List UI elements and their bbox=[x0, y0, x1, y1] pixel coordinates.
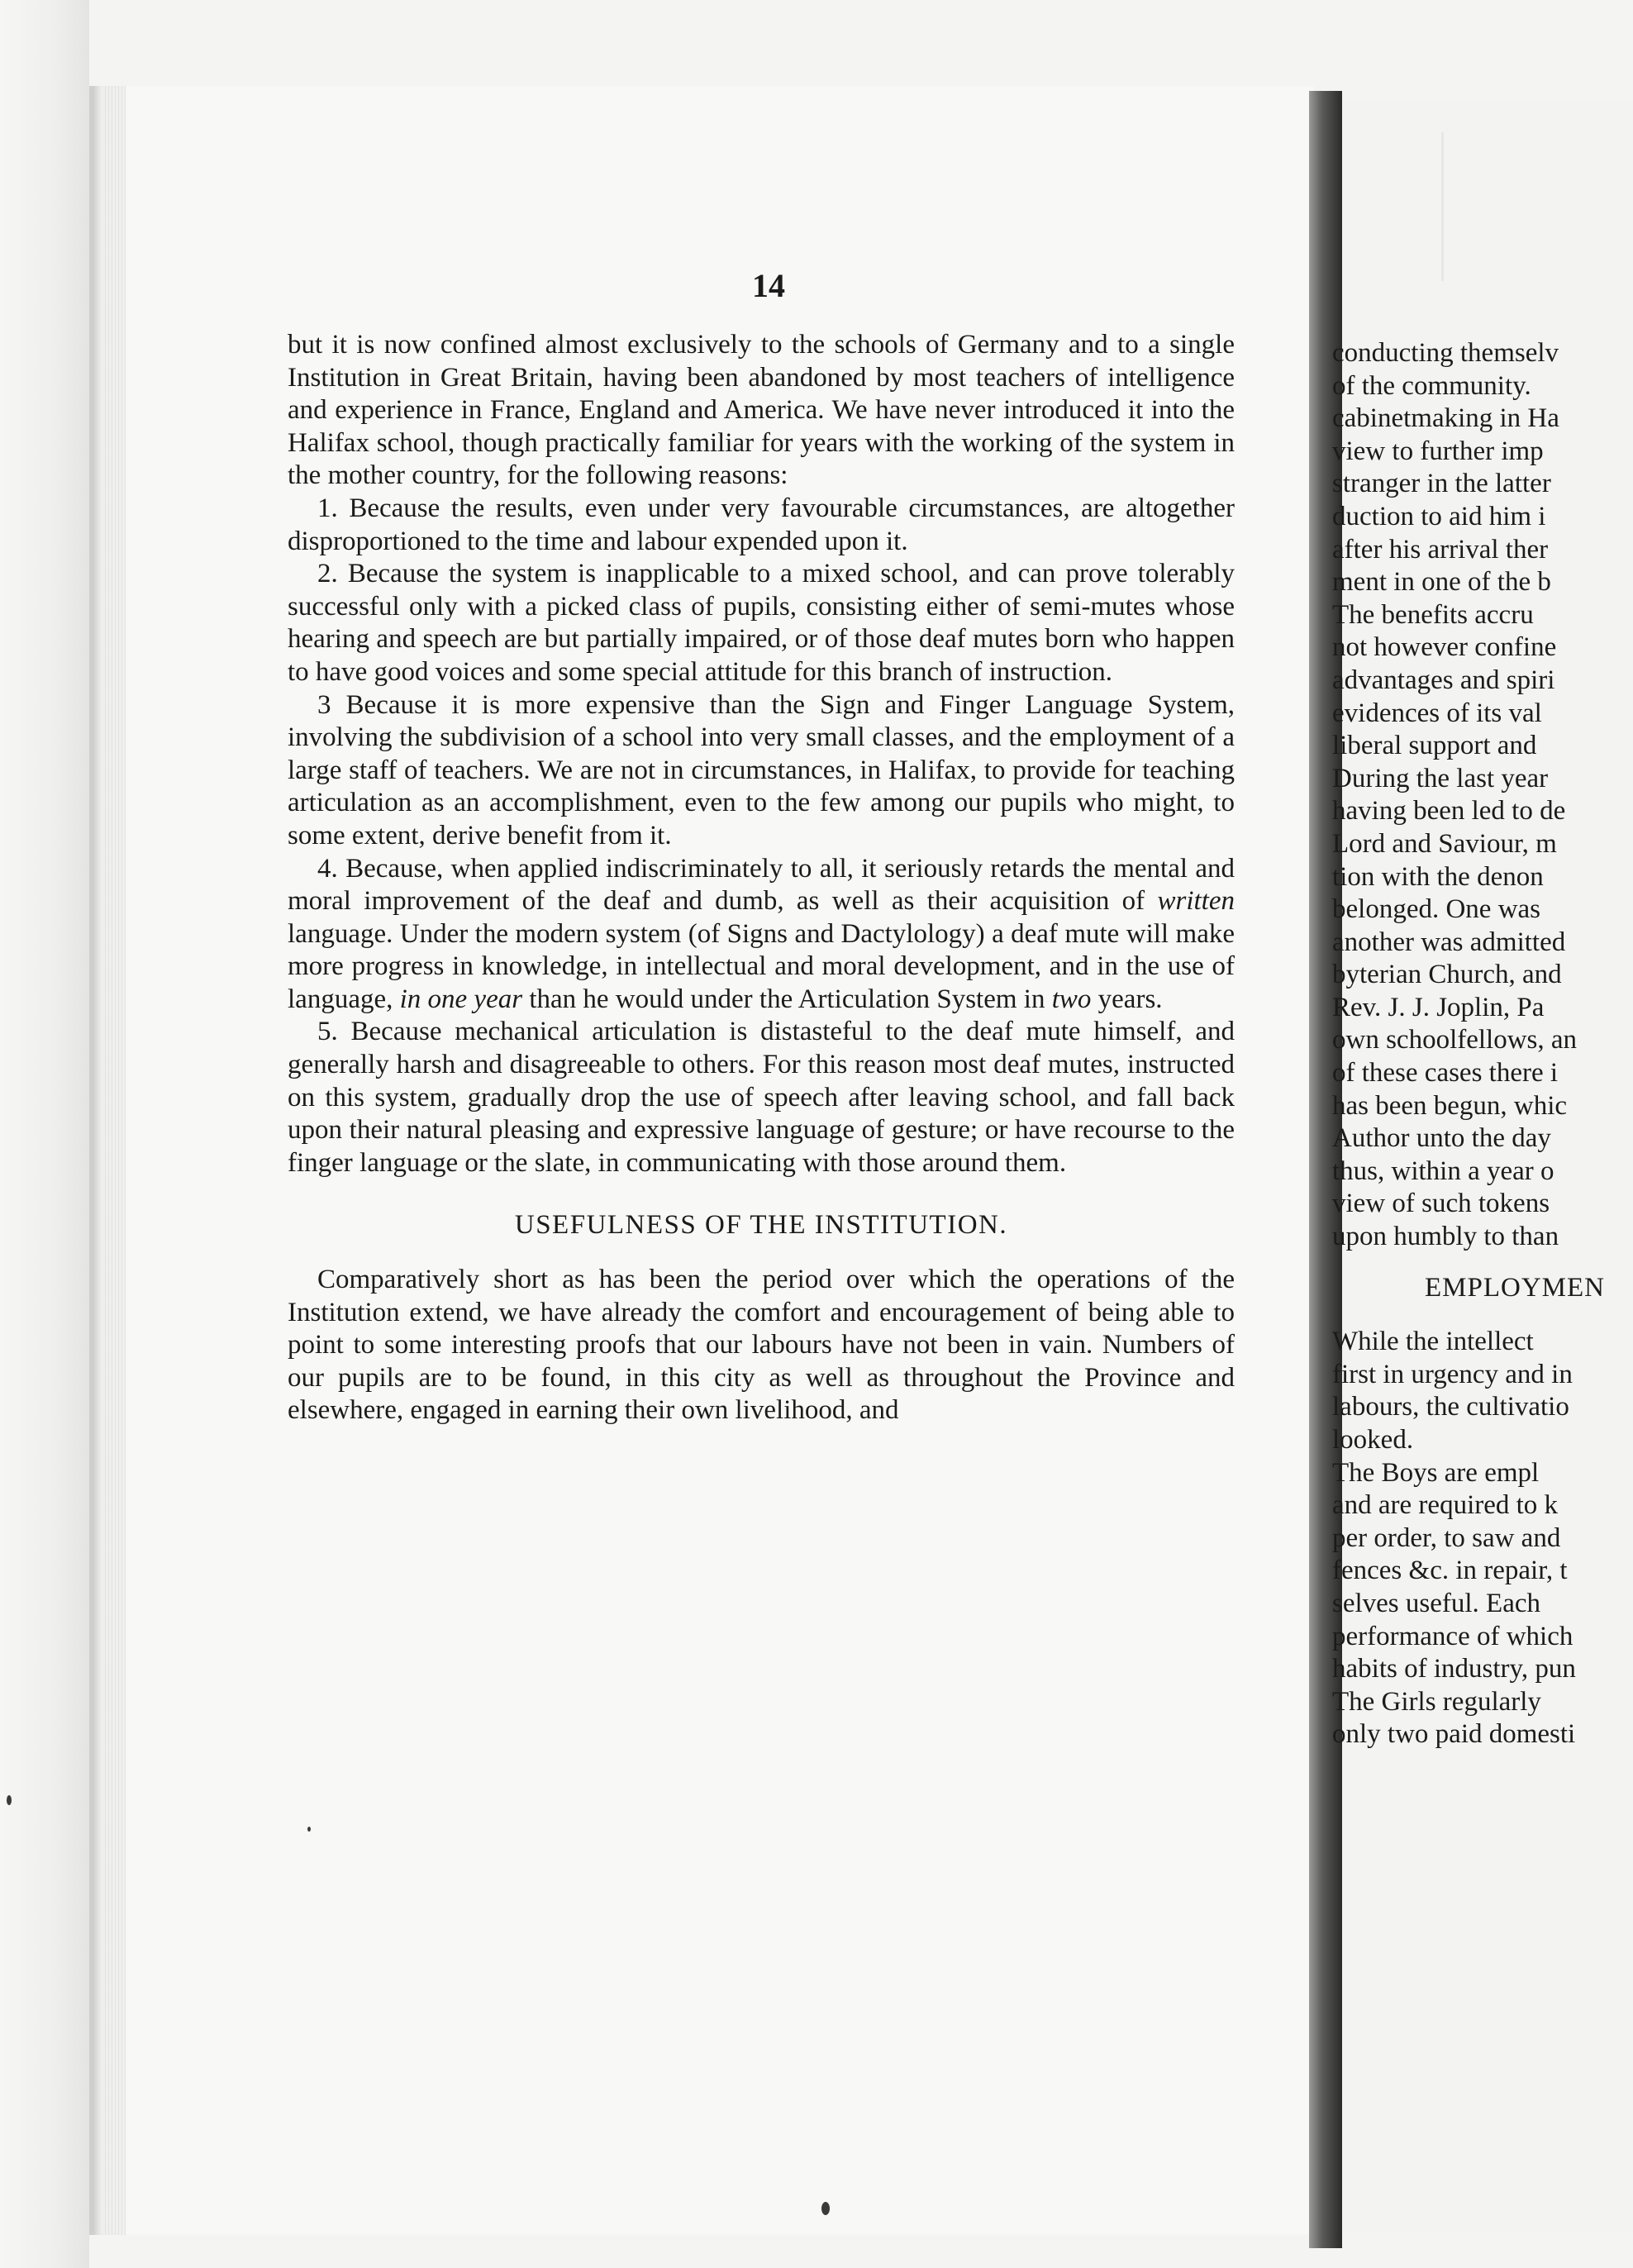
reason-4-text-e: than he would under the Articulation System in bbox=[522, 984, 1052, 1014]
print-speck bbox=[821, 2202, 830, 2215]
right-page-line: not however confine bbox=[1332, 632, 1557, 663]
paragraph-reason-4 bbox=[288, 853, 1235, 1017]
right-page-line: cabinetmaking in Ha bbox=[1332, 403, 1559, 434]
right-page-line: after his arrival ther bbox=[1332, 534, 1549, 565]
right-page-line: While the intellect bbox=[1332, 1327, 1534, 1357]
right-page-line: view to further imp bbox=[1332, 436, 1544, 466]
right-page-line: and are required to k bbox=[1332, 1490, 1559, 1521]
right-page-line: of the community. bbox=[1332, 370, 1531, 401]
right-page-line: having been led to de bbox=[1332, 796, 1566, 827]
right-page-line: During the last year bbox=[1332, 763, 1549, 793]
right-page-line: upon humbly to than bbox=[1332, 1222, 1559, 1252]
scan-background bbox=[0, 0, 89, 2268]
right-page-line: labours, the cultivatio bbox=[1332, 1392, 1569, 1422]
paragraph-intro: but it is now confined almost exclusively to the schools of Germany and to a single Institution in Great Britain, having been abandoned by most teachers of intelligence and experience in France, England and America. We have never introduced it into the Halifax school, though practically familiar for years with the working of the system in the mother country, for the following reasons: bbox=[288, 330, 1235, 491]
right-page-line: own schoolfellows, an bbox=[1332, 1025, 1578, 1055]
right-page-line: another was admitted bbox=[1332, 927, 1566, 957]
reason-4-text-a: 4. Because, when applied indiscriminately to all, it seriously retards the mental and moral improvement of the deaf and dumb, as well as their acquisition of bbox=[288, 853, 1235, 917]
right-page-line: first in urgency and in bbox=[1332, 1359, 1573, 1389]
right-page-line: per order, to saw and bbox=[1332, 1522, 1561, 1553]
right-page-line: The Boys are empl bbox=[1332, 1457, 1540, 1488]
right-page-line: duction to aid him i bbox=[1332, 501, 1546, 531]
right-page-line: only two paid domesti bbox=[1332, 1719, 1576, 1750]
right-page-line: Author unto the day bbox=[1332, 1123, 1551, 1154]
right-page-line: The Girls regularly bbox=[1332, 1686, 1541, 1717]
right-page-line: belonged. One was bbox=[1332, 894, 1541, 925]
print-speck bbox=[7, 1795, 12, 1805]
reason-4-italic-written: written bbox=[1157, 886, 1235, 917]
right-page-line: evidences of its val bbox=[1332, 698, 1542, 728]
right-page-line: view of such tokens bbox=[1332, 1189, 1550, 1219]
right-page-line: The benefits accru bbox=[1332, 599, 1534, 630]
page-edges bbox=[102, 86, 126, 2235]
right-page-line: stranger in the latter bbox=[1332, 469, 1551, 499]
section-heading-usefulness: USEFULNESS OF THE INSTITUTION. bbox=[514, 1210, 1008, 1241]
reason-4-text-g: years. bbox=[1091, 984, 1163, 1014]
right-page-text bbox=[1332, 337, 1633, 1751]
right-page-line: looked. bbox=[1332, 1425, 1414, 1455]
paragraph-reason-3: 3 Because it is more expensive than the Sign and Finger Language System, involving the subdivision of a school into very small classes, and the employment of a large staff of teachers. We are not in circumstances, in Halifax, to provide for teaching articulation as an accomplishment, even to the few among our pupils who might, to some extent, derive benefit from it. bbox=[288, 689, 1235, 850]
reason-4-italic-two: two bbox=[1051, 984, 1092, 1014]
paragraph-reason-1: 1. Because the results, even under very favourable circumstances, are altogether disproportioned to the time and labour expended upon it. bbox=[288, 493, 1235, 556]
right-page-line: ment in one of the b bbox=[1332, 567, 1551, 598]
right-page-line: of these cases there i bbox=[1332, 1058, 1559, 1089]
right-page-line: Lord and Saviour, m bbox=[1332, 828, 1557, 859]
show-through-marks bbox=[1441, 132, 1626, 281]
paragraph-usefulness: Comparatively short as has been the period over which the operations of the Institution extend, we have already the comfort and encouragement of being able to point to some interesting proofs that our labours have not been in vain. Numbers of our pupils are to be found, in this city as well as throughout the Province and elsewhere, engaged in earning their own livelihood, and bbox=[288, 1265, 1235, 1426]
reason-4-italic-one-year: in one year bbox=[399, 984, 523, 1014]
right-page-line: performance of which bbox=[1332, 1621, 1573, 1651]
right-page-line: conducting themselv bbox=[1332, 338, 1559, 368]
right-page-heading: EMPLOYMEN bbox=[1425, 1272, 1606, 1303]
print-speck bbox=[307, 1827, 311, 1832]
right-page-line: byterian Church, and bbox=[1332, 960, 1562, 990]
right-page-line: fences &c. in repair, t bbox=[1332, 1556, 1568, 1586]
paragraph-reason-2: 2. Because the system is inapplicable to a mixed school, and can prove tolerably successful only with a picked class of pupils, consisting either of semi-mutes whose hearing and speech are but partially impaired, or of those deaf mutes born who happen to have good voices and some special attitude for this branch of instruction. bbox=[288, 559, 1235, 687]
page-number: 14 bbox=[752, 267, 785, 304]
left-page-text bbox=[288, 329, 1235, 1427]
right-page-line: tion with the denon bbox=[1332, 861, 1544, 892]
reason-4-text-c: language. Under the modern system (of Signs and Dactylology) a deaf mute will make more progress in knowledge, in intellectual and moral development, and in the use of language, bbox=[288, 918, 1235, 1014]
right-page-line: has been begun, whic bbox=[1332, 1090, 1568, 1121]
right-page-line: advantages and spiri bbox=[1332, 665, 1555, 695]
right-page-line: selves useful. Each bbox=[1332, 1588, 1540, 1618]
paragraph-reason-5: 5. Because mechanical articulation is distasteful to the deaf mute himself, and generally harsh and disagreeable to others. For this reason most deaf mutes, instructed on this system, gradually drop the use of speech after leaving school, and fall back upon their natural pleasing and expressive language of gesture; or have recourse to the finger language or the slate, in communicating with those around them. bbox=[288, 1017, 1235, 1178]
right-page-line: habits of industry, pun bbox=[1332, 1654, 1576, 1684]
right-page-line: liberal support and bbox=[1332, 731, 1537, 761]
right-page-line: thus, within a year o bbox=[1332, 1155, 1554, 1186]
right-page-line: Rev. J. J. Joplin, Pa bbox=[1332, 992, 1545, 1022]
